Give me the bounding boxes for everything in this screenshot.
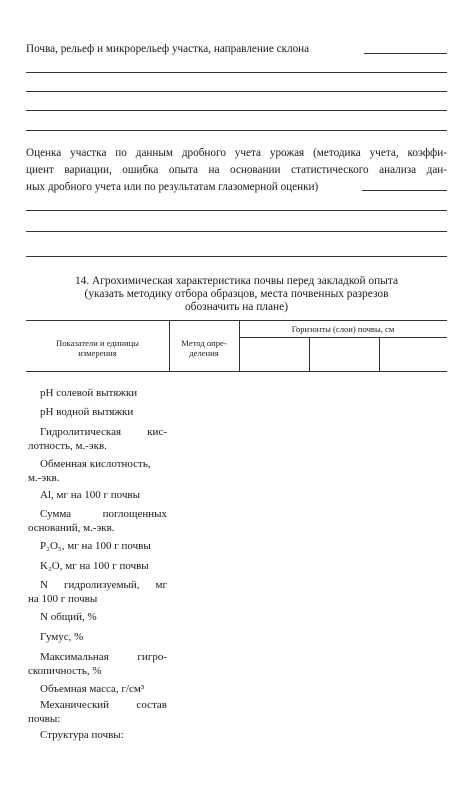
table-header-bottom-rule [26, 371, 447, 372]
table-row: Гумус, % [40, 631, 84, 643]
table-vline [309, 337, 310, 371]
table-row: K₂O, мг на 100 г почвы [40, 560, 149, 572]
method-header: Метод опре- деления [181, 338, 227, 358]
table-row: Объемная масса, г/см³ [40, 683, 145, 695]
table-row: N общий, % [40, 611, 97, 623]
fill-line[interactable] [362, 190, 447, 191]
table-row: Сумма поглощенных оснований, м.-экв. [28, 508, 167, 534]
table-row: P₂O₅, мг на 100 г почвы [40, 540, 151, 552]
fill-line[interactable] [26, 231, 447, 232]
fill-line[interactable] [26, 72, 447, 73]
section-14-subtitle-2: обозначить на плане) [184, 301, 288, 313]
horizons-subheader-rule [239, 337, 447, 338]
table-row: Структура почвы: [40, 729, 124, 741]
table-row: Максимальная гигро- скопичность, % [28, 651, 167, 677]
table-row: Обменная кислотность, м.-экв. [28, 458, 151, 484]
assessment-text-line2: циент вариации, ошибка опыта на основании статистического анализа дан- [26, 164, 447, 176]
table-row: Механический состав почвы: [28, 699, 167, 725]
table-row: Al, мг на 100 г почвы [40, 489, 140, 501]
table-row: pH водной вытяжки [40, 406, 134, 418]
section-14-title: 14. Агрохимическая характеристика почвы перед закладкой опыта [74, 275, 399, 287]
horizons-header: Горизонты (слои) почвы, см [291, 324, 395, 334]
indicators-header: Показатели и единицы измерения [56, 338, 139, 358]
section-14-subtitle-1: (указать методику отбора образцов, места почвенных разрезов [84, 288, 389, 300]
fill-line[interactable] [26, 91, 447, 92]
table-row: Гидролитическая кис- лотность, м.-экв. [28, 426, 167, 452]
fill-line[interactable] [364, 53, 447, 54]
fill-line[interactable] [26, 210, 447, 211]
soil-relief-label: Почва, рельеф и микрорельеф участка, направление склона [26, 43, 310, 55]
table-row: pH солевой вытяжки [40, 387, 138, 399]
table-row: N гидролизуемый, мг на 100 г почвы [28, 579, 167, 605]
assessment-text-line1: Оценка участка по данным дробного учета урожая (методика учета, коэффи- [26, 147, 447, 159]
fill-line[interactable] [26, 130, 447, 131]
table-vline [379, 337, 380, 371]
assessment-text-line3: ных дробного учета или по результатам глазомерной оценки) [26, 181, 319, 193]
table-top-rule [26, 320, 447, 321]
fill-line[interactable] [26, 256, 447, 257]
fill-line[interactable] [26, 110, 447, 111]
